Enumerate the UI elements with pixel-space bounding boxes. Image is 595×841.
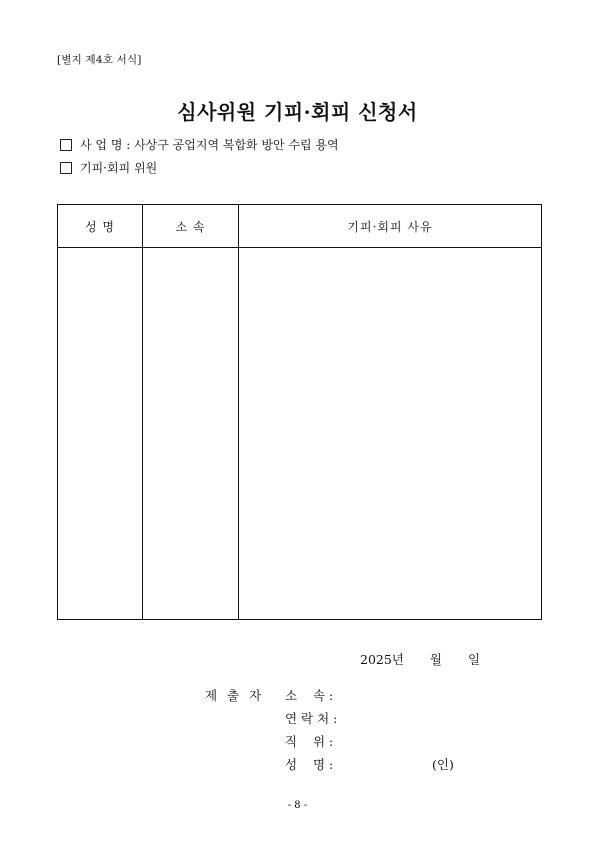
project-name-text: 사 업 명 : 사상구 공업지역 복합화 방안 수립 용역	[80, 138, 339, 152]
cell-affiliation[interactable]	[143, 248, 239, 620]
project-name-line	[60, 136, 339, 153]
checkbox-evaluator-type[interactable]	[60, 162, 72, 174]
submitter-label: 제 출 자	[205, 688, 265, 703]
evaluator-type-text: 기피·회피 위원	[80, 161, 158, 175]
evaluator-type-line	[60, 159, 157, 176]
seal-mark: (인)	[432, 757, 454, 772]
header-affiliation: 소 속	[143, 205, 239, 248]
header-reason: 기피·회피 사유	[239, 205, 542, 248]
submitter-contact-label: 연 락 처 :	[285, 711, 338, 726]
document-title: 심사위원 기피·회피 신청서	[177, 100, 418, 124]
application-table	[57, 204, 542, 620]
date-day: 일	[467, 652, 481, 667]
form-number-label: [별지 제4호 서식]	[57, 54, 142, 66]
cell-reason[interactable]	[239, 248, 542, 620]
submitter-affiliation-label: 소 속 :	[285, 688, 334, 703]
submission-date	[360, 650, 480, 668]
cell-name[interactable]	[58, 248, 143, 620]
date-year: 2025년	[360, 652, 404, 667]
date-month: 월	[429, 652, 442, 667]
table-header-row	[58, 205, 542, 248]
submitter-position-label: 직 위 :	[285, 734, 334, 749]
header-name: 성 명	[58, 205, 143, 248]
checkbox-project-name[interactable]	[60, 139, 72, 151]
submitter-name-label: 성 명 :	[285, 757, 334, 772]
page-number: - 8 -	[287, 800, 308, 811]
table-row	[58, 248, 542, 620]
